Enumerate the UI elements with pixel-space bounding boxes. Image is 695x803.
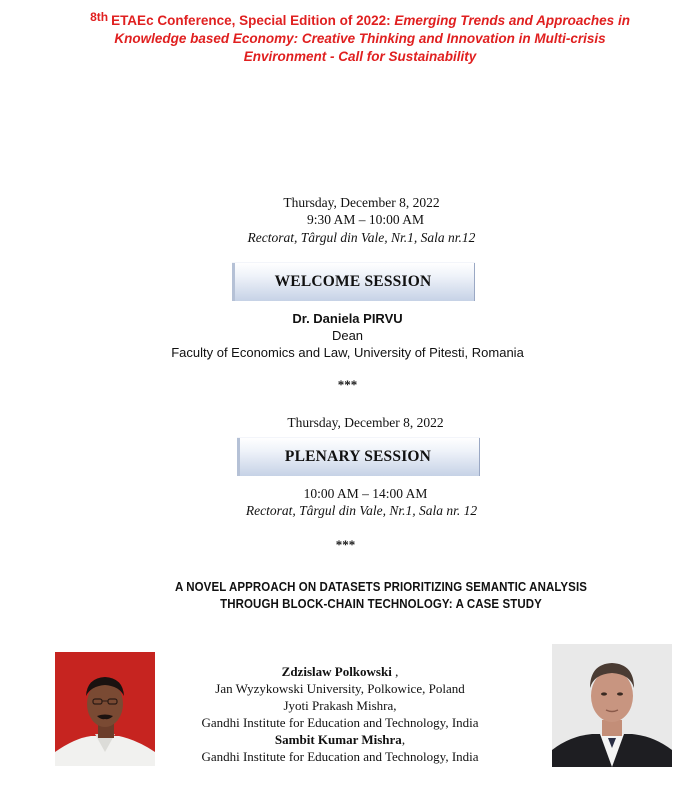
plenary-time: 10:00 AM – 14:00 AM	[303, 486, 428, 501]
header-line1-italic: Emerging Trends and Approaches in	[394, 13, 630, 28]
separator-2: ***	[335, 537, 356, 552]
author-list	[150, 663, 530, 765]
header-line1-plain: ETAEc Conference, Special Edition of 2022:	[111, 13, 395, 28]
portrait-right-image	[552, 644, 672, 767]
welcome-role: Dean	[331, 328, 364, 343]
paper-title-line1: A NOVEL APPROACH ON DATASETS PRIORITIZING SEMANTIC ANALYSIS	[174, 580, 588, 594]
author1-affiliation: Jan Wyzykowski University, Polkowice, Poland	[215, 681, 465, 696]
header-line2: Knowledge based Economy: Creative Thinking and Innovation in Multi-crisis	[114, 31, 606, 46]
portrait-left-image	[55, 652, 155, 766]
author3-affiliation: Gandhi Institute for Education and Technology, India	[201, 749, 479, 764]
author1-name: Zdzislaw Polkowski	[281, 664, 392, 679]
paper-title	[123, 579, 638, 613]
conference-header	[40, 8, 680, 66]
paper-title-line2: THROUGH BLOCK-CHAIN TECHNOLOGY: A CASE STUDY	[220, 597, 542, 611]
welcome-speaker: Dr. Daniela PIRVU	[292, 311, 403, 326]
welcome-affiliation: Faculty of Economics and Law, University of Pitesti, Romania	[171, 345, 524, 360]
author1-suffix: ,	[391, 664, 399, 679]
plenary-session-banner	[237, 438, 480, 476]
edition-number: 8th	[90, 10, 109, 24]
plenary-session-title: PLENARY SESSION	[284, 448, 432, 465]
plenary-date: Thursday, December 8, 2022	[287, 415, 444, 430]
welcome-location: Rectorat, Târgul din Vale, Nr.1, Sala nr.12	[247, 230, 476, 245]
author-photo-right	[552, 644, 672, 767]
plenary-location: Rectorat, Târgul din Vale, Nr.1, Sala nr. 12	[245, 503, 478, 518]
header-line3: Environment - Call for Sustainability	[243, 49, 477, 64]
welcome-session-banner	[232, 263, 475, 301]
welcome-session-title: WELCOME SESSION	[274, 273, 432, 290]
author3-suffix: ,	[401, 732, 406, 747]
welcome-time: 9:30 AM – 10:00 AM	[306, 212, 425, 227]
separator-1: ***	[337, 377, 358, 392]
author2-affiliation: Gandhi Institute for Education and Technology, India	[201, 715, 479, 730]
author3-name: Sambit Kumar Mishra	[274, 732, 402, 747]
welcome-date: Thursday, December 8, 2022	[283, 195, 440, 210]
author2-name: Jyoti Prakash Mishra,	[283, 698, 397, 713]
author-photo-left	[55, 652, 155, 766]
